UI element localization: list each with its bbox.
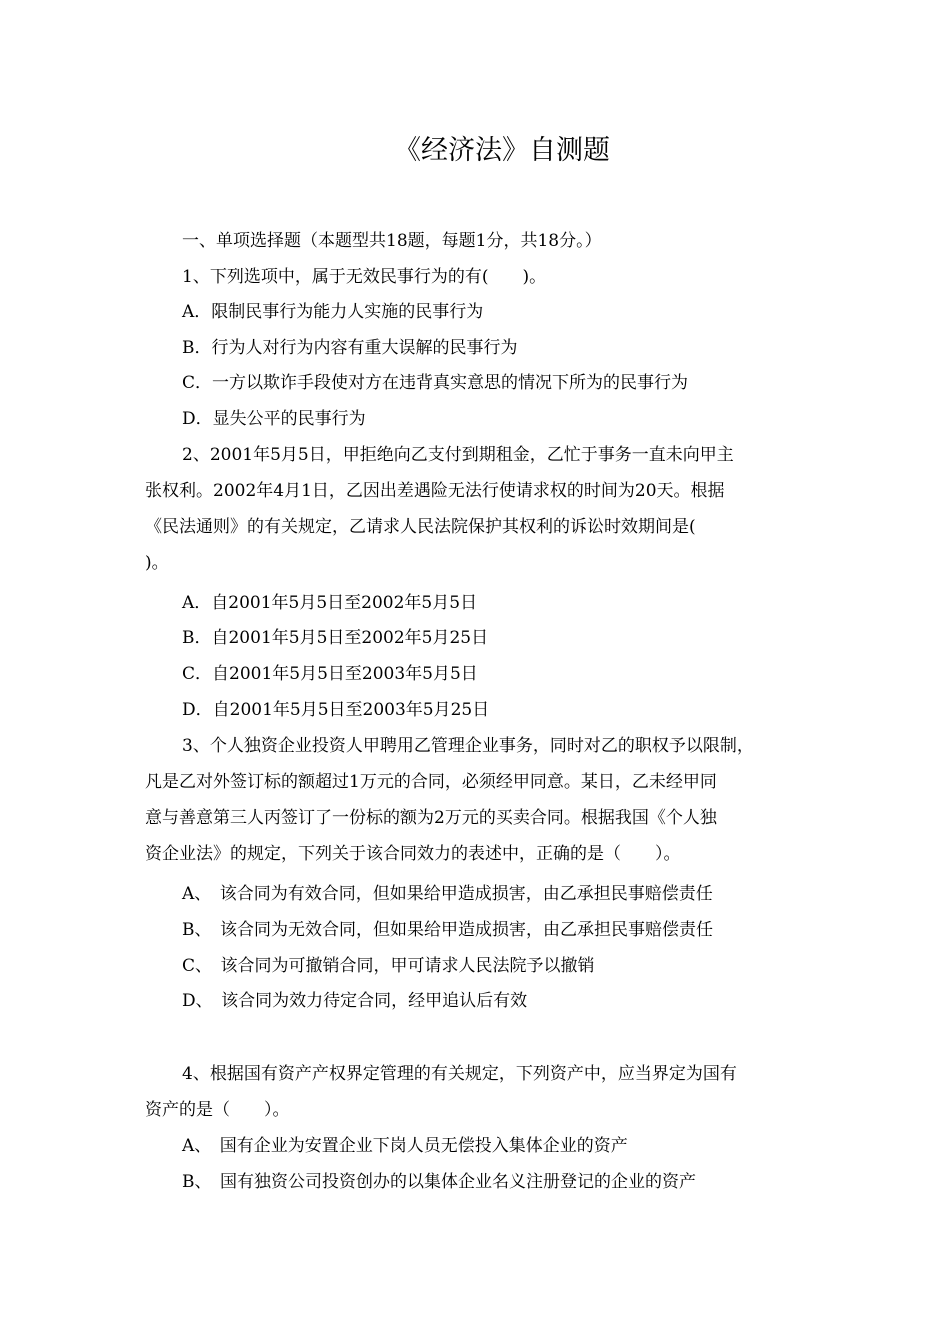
- question-4-stem-line-2: 资产的是（ ）。: [145, 1100, 290, 1120]
- question-3-stem-line-2: 凡是乙对外签订标的额超过1万元的合同，必须经甲同意。某日，乙未经甲同: [145, 772, 717, 792]
- question-2-stem-line-1: 2、2001年5月5日，甲拒绝向乙支付到期租金，乙忙于事务一直未向甲主: [182, 445, 734, 465]
- section-heading: 一、单项选择题（本题型共18题，每题1分，共18分。）: [182, 231, 602, 251]
- question-1-option-a: A．限制民事行为能力人实施的民事行为: [182, 302, 484, 322]
- question-4-stem-line-1: 4、根据国有资产产权界定管理的有关规定，下列资产中，应当界定为国有: [182, 1064, 737, 1084]
- question-1-option-c: C．一方以欺诈手段使对方在违背真实意思的情况下所为的民事行为: [182, 373, 689, 393]
- question-2-option-b: B．自2001年5月5日至2002年5月25日: [182, 628, 489, 648]
- question-4-option-a: A、 国有企业为安置企业下岗人员无偿投入集体企业的资产: [182, 1136, 628, 1156]
- question-2-option-d: D．自2001年5月5日至2003年5月25日: [182, 700, 490, 720]
- question-3-stem-line-1: 3、个人独资企业投资人甲聘用乙管理企业事务，同时对乙的职权予以限制，: [182, 736, 754, 756]
- question-2-option-c: C．自2001年5月5日至2003年5月5日: [182, 664, 478, 684]
- question-3-option-d: D、 该合同为效力待定合同，经甲追认后有效: [182, 991, 528, 1011]
- question-2-stem-line-4: )。: [145, 553, 169, 573]
- question-1-option-d: D．显失公平的民事行为: [182, 409, 366, 429]
- question-3-option-b: B、 该合同为无效合同，但如果给甲造成损害，由乙承担民事赔偿责任: [182, 920, 713, 940]
- question-2-stem-line-3: 《民法通则》的有关规定，乙请求人民法院保护其权利的诉讼时效期间是(: [145, 517, 696, 537]
- question-2-option-a: A．自2001年5月5日至2002年5月5日: [182, 593, 478, 613]
- question-2-stem-line-2: 张权利。2002年4月1日，乙因出差遇险无法行使请求权的时间为20天。根据: [145, 481, 725, 501]
- question-4-option-b: B、 国有独资公司投资创办的以集体企业名义注册登记的企业的资产: [182, 1172, 696, 1192]
- question-3-stem-line-4: 资企业法》的规定，下列关于该合同效力的表述中，正确的是（ ）。: [145, 844, 681, 864]
- question-3-option-a: A、 该合同为有效合同，但如果给甲造成损害，由乙承担民事赔偿责任: [182, 884, 713, 904]
- question-1-stem: 1、下列选项中，属于无效民事行为的有( )。: [182, 267, 547, 287]
- question-3-option-c: C、 该合同为可撤销合同，甲可请求人民法院予以撤销: [182, 956, 595, 976]
- document-title: 《经济法》自测题: [394, 135, 610, 166]
- question-1-option-b: B．行为人对行为内容有重大误解的民事行为: [182, 338, 518, 358]
- question-3-stem-line-3: 意与善意第三人丙签订了一份标的额为2万元的买卖合同。根据我国《个人独: [145, 808, 717, 828]
